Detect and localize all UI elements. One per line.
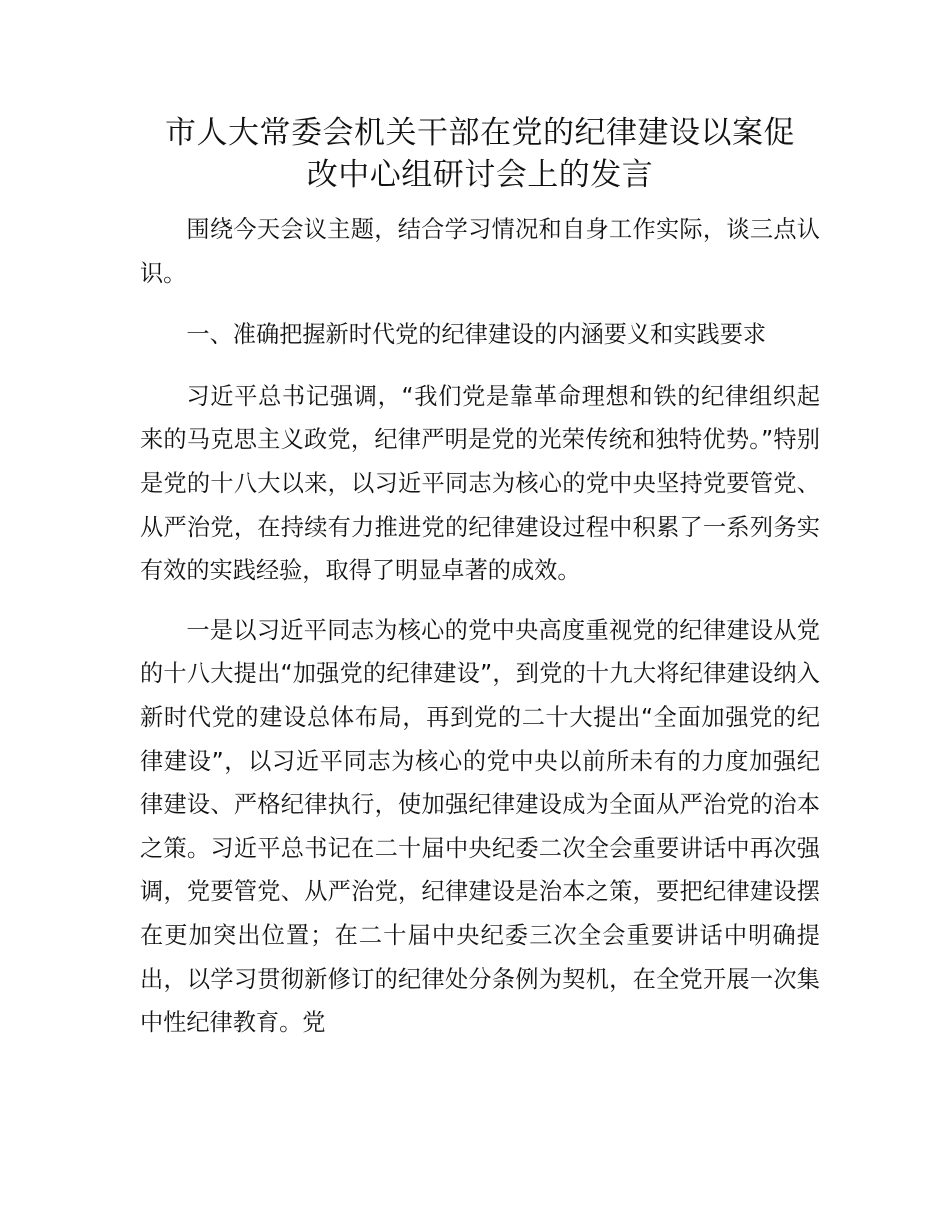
section-heading: 一、准确把握新时代党的纪律建设的内涵要义和实践要求: [186, 321, 767, 349]
body-paragraph-2: 一是以习近平同志为核心的党中央高度重视党的纪律建设从党的十八大提出“加强党的纪律建设”，到党的十九大将纪律建设纳入新时代党的建设总体布局，再到党的二十大提出“全面加强党的纪律建设”，以习近平同志为核心的党中央以前所未有的力度加强纪律建设、严格纪律执行，使加强纪律建设成为全面从严治党的治本之策。习近平总书记在二十届中央纪委二次全会重要讲话中再次强调，党要管党、从严治党，纪律建设是治本之策，要把纪律建设摆在更加突出位置；在二十届中央纪委三次全会重要讲话中明确提出，以学习贯彻新修订的纪律处分条例为契机，在全党开展一次集中性纪律教育。党: [140, 616, 820, 1037]
body-paragraph-1: 习近平总书记强调，“我们党是靠革命理想和铁的纪律组织起来的马克思主义政党，纪律严明是党的光荣传统和独特优势。”特别是党的十八大以来，以习近平同志为核心的党中央坚持党要管党、从严治党，在持续有力推进党的纪律建设过程中积累了一系列务实有效的实践经验，取得了明显卓著的成效。: [140, 382, 820, 585]
document-title: [140, 112, 820, 196]
title-line-1: 市人大常委会机关干部在党的纪律建设以案促: [165, 115, 795, 151]
intro-paragraph: 围绕今天会议主题，结合学习情况和自身工作实际，谈三点认识。: [140, 216, 820, 287]
title-line-2: 改中心组研讨会上的发言: [306, 157, 654, 193]
document-page: [140, 112, 820, 1045]
